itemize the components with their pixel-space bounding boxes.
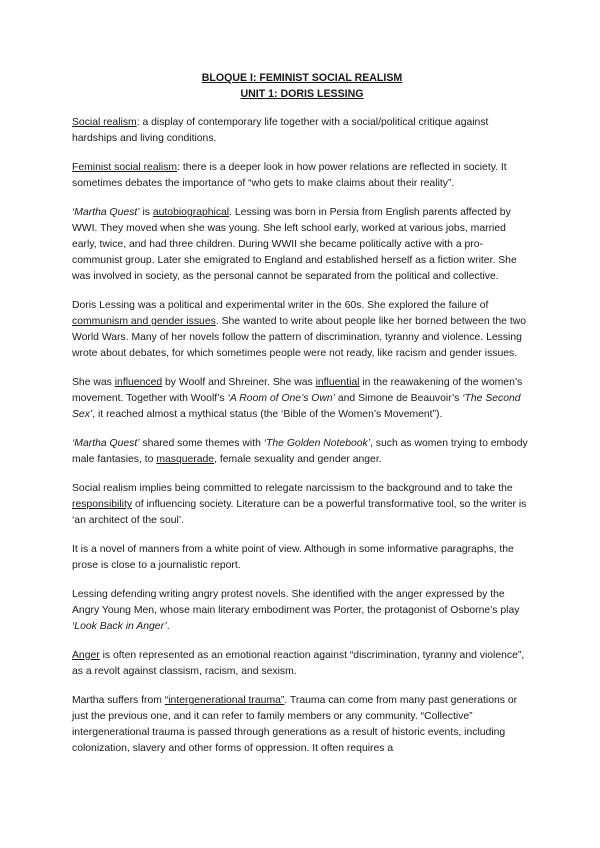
term-social-realism: Social realism (72, 117, 137, 128)
text: Lessing defending writing angry protest novels. She identified with the anger expressed by the Angry Young Men, whose main literary embodiment was Porter, the protagonist of Osborne’s play (72, 589, 520, 616)
paragraph-shared-themes (72, 436, 532, 468)
text: Martha suffers from (72, 695, 165, 706)
term-influential: influential (315, 377, 360, 388)
paragraph-social-realism (72, 115, 532, 147)
text: of influencing society. Literature can be a powerful transformative tool, so the writer is ‘an architect of the soul’. (72, 499, 527, 526)
definition-text: : a display of contemporary life together with a social/political critique against hardships and living conditions. (72, 117, 489, 144)
text: . Trauma can come from many past generations or just the previous one, and it can refer to family members or any community. “Collective” intergenerational trauma is passed through generations as a result of historic events, including colonization, slavery and other forms of oppression. It often requires a (72, 695, 518, 754)
paragraph-angry-protest (72, 587, 532, 635)
book-title-martha-quest: ‘Martha Quest’ (72, 438, 140, 449)
definition-text: : there is a deeper look in how power relations are reflected in society. It sometimes debates the importance of “who gets to make claims about their reality”. (72, 162, 507, 189)
paragraph-martha-quest-bio (72, 205, 532, 285)
text: shared some themes with (139, 438, 264, 449)
term-intergenerational-trauma: “intergenerational trauma” (164, 695, 285, 706)
heading-block (72, 70, 532, 102)
term-autobiographical: autobiographical (152, 207, 230, 218)
text: is (139, 207, 153, 218)
term-responsibility: responsibility (72, 499, 133, 510)
text: , female sexuality and gender anger. (214, 454, 382, 465)
paragraph-influences (72, 375, 532, 423)
text: in the reawakening of the women’s movement. Together with Woolf’s (72, 377, 523, 404)
unit-title: UNIT 1: DORIS LESSING (240, 88, 364, 100)
text: . Lessing was born in Persia from English parents affected by WWI. They moved when she was young. She left school early, worked at various jobs, married early, twice, and had three children. During WWII she became politically active with a pro-communist group. Later she emigrated to England and established herself as a fiction writer. She was involved in society, as the personal cannot be separated from the political and collective. (72, 207, 517, 282)
term-masquerade: masquerade (156, 454, 215, 465)
text: and Simone de Beauvoir’s (334, 393, 463, 404)
block-title: BLOQUE I: FEMINIST SOCIAL REALISM (201, 72, 403, 84)
text: Social realism implies being committed to relegate narcissism to the background and to take the (72, 483, 513, 494)
term-feminist-social-realism: Feminist social realism (72, 162, 178, 173)
paragraph-intergenerational-trauma (72, 693, 532, 757)
book-title-look-back-in-anger: ‘Look Back in Anger’ (72, 621, 167, 632)
book-title-room: ‘A Room of One’s Own’ (227, 393, 335, 404)
text: , it reached almost a mythical status (the ‘Bible of the Women’s Movement”). (92, 409, 443, 420)
book-title-second-sex: ‘The Second Sex’ (72, 393, 521, 420)
text: , such as women trying to embody male fantasies, to (72, 438, 528, 465)
paragraph-feminist-social-realism (72, 160, 532, 192)
text: is often represented as an emotional reaction against “discrimination, tyranny and violence”, as a revolt against classism, racism, and sexism. (72, 650, 525, 677)
paragraph-novel-of-manners: It is a novel of manners from a white point of view. Although in some informative paragraphs, the prose is close to a journalistic report. (72, 544, 514, 571)
text: . (166, 621, 170, 632)
book-title-golden-notebook: ‘The Golden Notebook’ (263, 438, 371, 449)
book-title-martha-quest: ‘Martha Quest’ (72, 207, 140, 218)
term-communism-gender: communism and gender issues (72, 316, 216, 327)
paragraph-anger (72, 648, 532, 680)
term-influenced: influenced (114, 377, 163, 388)
text: by Woolf and Shreiner. She was (162, 377, 316, 388)
term-anger: Anger (72, 650, 100, 661)
text: She was (72, 377, 115, 388)
paragraph-responsibility (72, 481, 532, 529)
text: Doris Lessing was a political and experimental writer in the 60s. She explored the failure of (72, 300, 489, 311)
text: . She wanted to write about people like her borned between the two World Wars. Many of her novels follow the pattern of discrimination, tyranny and violence. Lessing wrote about debates, for which sometimes people were not ready, like racism and gender issues. (72, 316, 527, 359)
paragraph-political-writer (72, 298, 532, 362)
